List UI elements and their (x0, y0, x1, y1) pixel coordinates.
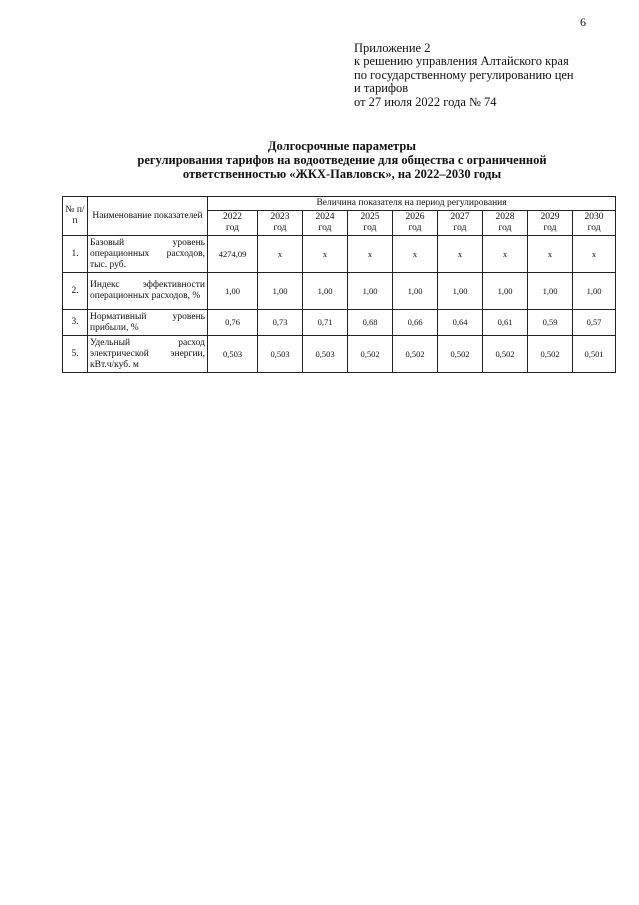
row-name: Удельный расход электрической энергии, кВт.ч/куб. м (88, 336, 208, 373)
appendix-line: и тарифов (354, 81, 409, 96)
year-unit: год (453, 223, 467, 233)
year-unit: год (543, 223, 557, 233)
year-label: 2030 (584, 212, 604, 222)
row-value: 0,503 (303, 336, 348, 373)
row-value: 0,501 (573, 336, 616, 373)
row-number: 1. (63, 236, 88, 273)
row-value: x (438, 236, 483, 273)
row-value: 0,68 (348, 310, 393, 336)
row-name: Нормативный уровень прибыли, % (88, 310, 208, 336)
row-value: 1,00 (528, 273, 573, 310)
header-name: Наименование показателей (88, 197, 208, 236)
row-value: x (303, 236, 348, 273)
row-name: Индекс эффективности операционных расходов, % (88, 273, 208, 310)
row-value: x (348, 236, 393, 273)
year-header (438, 211, 483, 236)
row-number: 5. (63, 336, 88, 373)
year-unit: год (363, 223, 377, 233)
row-value: x (573, 236, 616, 273)
year-label: 2029 (540, 212, 560, 222)
page-number: 6 (580, 15, 586, 29)
row-value: 1,00 (348, 273, 393, 310)
year-label: 2028 (495, 212, 515, 222)
appendix-line: Приложение 2 (354, 41, 431, 55)
row-number: 3. (63, 310, 88, 336)
row-value: x (258, 236, 303, 273)
parameters-table (62, 196, 616, 373)
row-value: 0,73 (258, 310, 303, 336)
row-value: 0,76 (208, 310, 258, 336)
year-header (393, 211, 438, 236)
document-title (62, 139, 622, 181)
year-unit: год (226, 223, 239, 233)
row-value: 0,57 (573, 310, 616, 336)
table-row (63, 310, 616, 336)
appendix-block (354, 42, 574, 109)
year-label: 2027 (450, 212, 470, 222)
year-header (573, 211, 616, 236)
row-value: 1,00 (483, 273, 528, 310)
row-value: 0,502 (528, 336, 573, 373)
header-num: № п/п (63, 197, 88, 236)
row-value: 0,59 (528, 310, 573, 336)
row-number: 2. (63, 273, 88, 310)
row-value: 0,502 (438, 336, 483, 373)
title-line: Долгосрочные параметры (267, 139, 417, 153)
year-label: 2022 (223, 212, 242, 222)
row-value: 0,64 (438, 310, 483, 336)
year-header (528, 211, 573, 236)
row-value: x (393, 236, 438, 273)
year-unit: год (408, 223, 422, 233)
header-period: Величина показателя на период регулирования (208, 197, 616, 211)
year-header (258, 211, 303, 236)
row-value: 0,502 (393, 336, 438, 373)
row-value: 0,71 (303, 310, 348, 336)
title-line: регулирования тарифов на водоотведение для общества с ограниченной (137, 153, 547, 167)
row-value: x (528, 236, 573, 273)
row-value: 4274,09 (208, 236, 258, 273)
row-value: 0,66 (393, 310, 438, 336)
row-name: Базовый уровень операционных расходов, тыс. руб. (88, 236, 208, 273)
year-header (208, 211, 258, 236)
year-label: 2024 (315, 212, 335, 222)
year-unit: год (498, 223, 512, 233)
year-label: 2026 (405, 212, 425, 222)
appendix-line: к решению управления Алтайского края (354, 54, 569, 69)
year-label: 2023 (270, 212, 290, 222)
row-value: 0,503 (208, 336, 258, 373)
row-value: 1,00 (573, 273, 616, 310)
row-value: 1,00 (438, 273, 483, 310)
year-unit: год (318, 223, 332, 233)
row-value: 0,61 (483, 310, 528, 336)
row-value: x (483, 236, 528, 273)
year-label: 2025 (360, 212, 380, 222)
appendix-line: от 27 июля 2022 года № 74 (354, 94, 497, 109)
year-header (303, 211, 348, 236)
row-value: 1,00 (258, 273, 303, 310)
row-value: 1,00 (393, 273, 438, 310)
year-header (483, 211, 528, 236)
title-line: ответственностью «ЖКХ-Павловск», на 2022–2030 годы (182, 167, 502, 181)
row-value: 0,502 (483, 336, 528, 373)
row-value: 0,503 (258, 336, 303, 373)
appendix-line: по государственному регулированию цен (354, 67, 574, 82)
year-unit: год (587, 223, 601, 233)
table-row (63, 336, 616, 373)
year-header (348, 211, 393, 236)
row-value: 1,00 (208, 273, 258, 310)
row-value: 1,00 (303, 273, 348, 310)
table-row (63, 236, 616, 273)
table-row (63, 273, 616, 310)
row-value: 0,502 (348, 336, 393, 373)
year-unit: год (273, 223, 287, 233)
